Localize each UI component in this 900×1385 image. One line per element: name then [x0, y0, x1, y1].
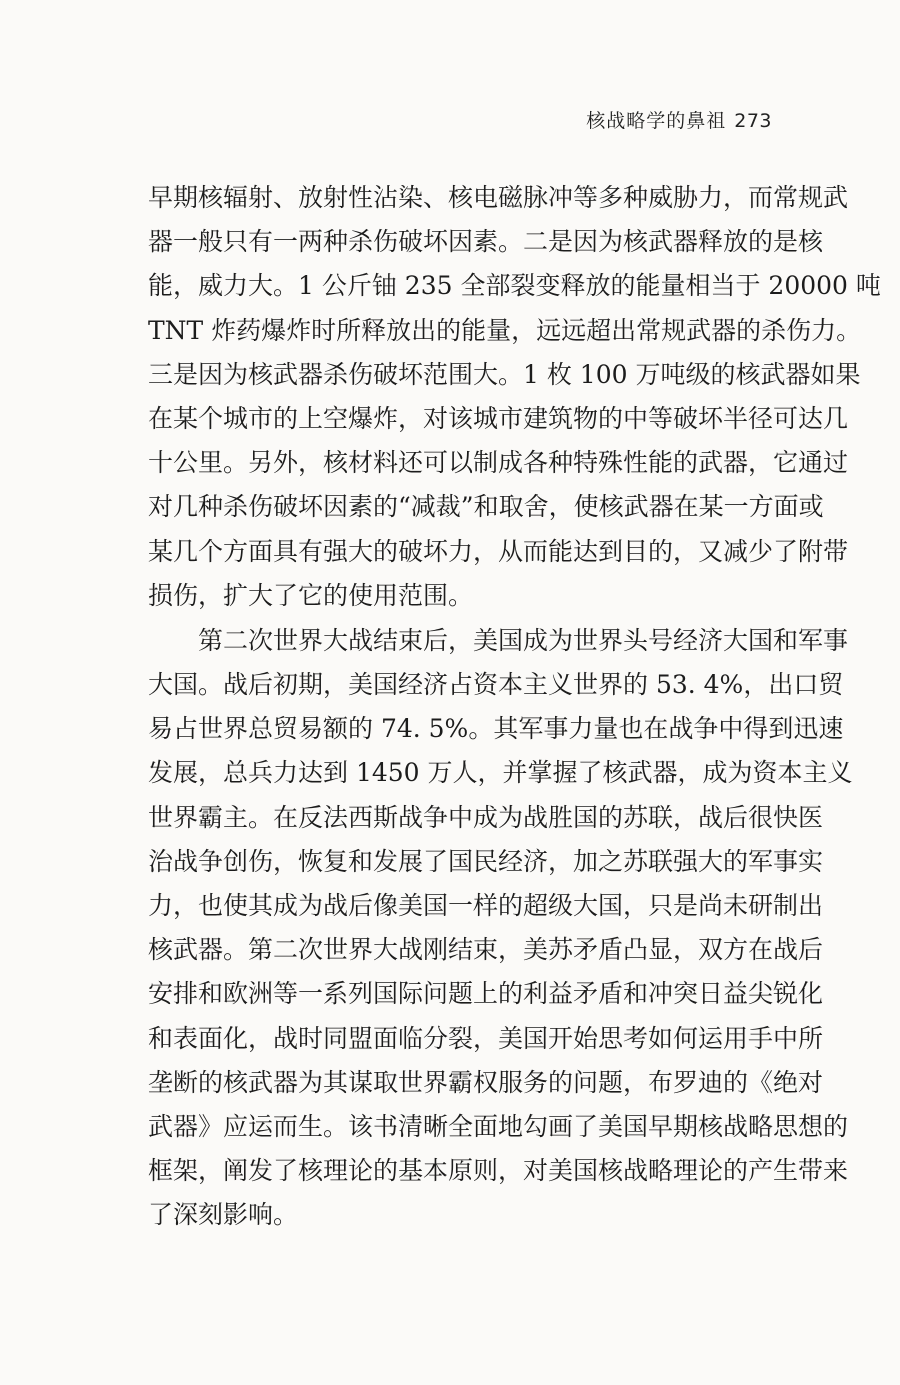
- text-line: 大国。战后初期，美国经济占资本主义世界的 53. 4%，出口贸: [148, 670, 844, 700]
- text-line: 安排和欧洲等一系列国际问题上的利益矛盾和冲突日益尖锐化: [148, 979, 824, 1009]
- text-line: 对几种杀伤破坏因素的“减裁”和取舍，使核武器在某一方面或: [148, 492, 824, 522]
- text-line: 发展，总兵力达到 1450 万人，并掌握了核武器，成为资本主义: [148, 758, 853, 788]
- text-line: 损伤，扩大了它的使用范围。: [148, 580, 474, 610]
- text-line: 第二次世界大战结束后，美国成为世界头号经济大国和军事: [198, 625, 849, 655]
- paragraph-2: [148, 619, 853, 1238]
- text-line: TNT 炸药爆炸时所释放出的能量，远远超出常规武器的杀伤力。: [148, 315, 862, 345]
- body-text: [148, 176, 881, 1238]
- text-line: 在某个城市的上空爆炸，对该城市建筑物的中等破坏半径可达几: [148, 403, 849, 433]
- text-line: 治战争创伤，恢复和发展了国民经济，加之苏联强大的军事实: [148, 846, 824, 876]
- text-line: 世界霸主。在反法西斯战争中成为战胜国的苏联，战后很快医: [148, 802, 824, 832]
- text-line: 了深刻影响。: [148, 1200, 299, 1230]
- text-line: 三是因为核武器杀伤破坏范围大。1 枚 100 万吨级的核武器如果: [148, 359, 861, 389]
- text-line: 框架，阐发了核理论的基本原则，对美国核战略理论的产生带来: [148, 1156, 849, 1186]
- text-line: 早期核辐射、放射性沾染、核电磁脉冲等多种威胁力，而常规武: [148, 183, 849, 212]
- text-line: 易占世界总贸易额的 74. 5%。其军事力量也在战争中得到迅速: [148, 714, 844, 744]
- chapter-title: 核战略学的鼻祖: [586, 110, 727, 132]
- text-line: 核武器。第二次世界大战刚结束，美苏矛盾凸显，双方在战后: [148, 935, 824, 965]
- running-head: [586, 106, 772, 133]
- text-line: 和表面化，战时同盟面临分裂，美国开始思考如何运用手中所: [148, 1023, 824, 1053]
- text-line: 能，威力大。1 公斤铀 235 全部裂变释放的能量相当于 20000 吨: [148, 271, 881, 301]
- page-number: 273: [734, 110, 772, 132]
- text-line: 力，也使其成为战后像美国一样的超级大国，只是尚未研制出: [148, 891, 824, 920]
- text-line: 器一般只有一两种杀伤破坏因素。二是因为核武器释放的是核: [148, 227, 824, 257]
- text-line: 十公里。另外，核材料还可以制成各种特殊性能的武器，它通过: [148, 448, 849, 478]
- paragraph-1: [148, 176, 881, 618]
- text-line: 某几个方面具有强大的破坏力，从而能达到目的，又减少了附带: [148, 536, 849, 566]
- text-line: 武器》应运而生。该书清晰全面地勾画了美国早期核战略思想的: [148, 1111, 849, 1141]
- text-line: 垄断的核武器为其谋取世界霸权服务的问题，布罗迪的《绝对: [148, 1067, 824, 1097]
